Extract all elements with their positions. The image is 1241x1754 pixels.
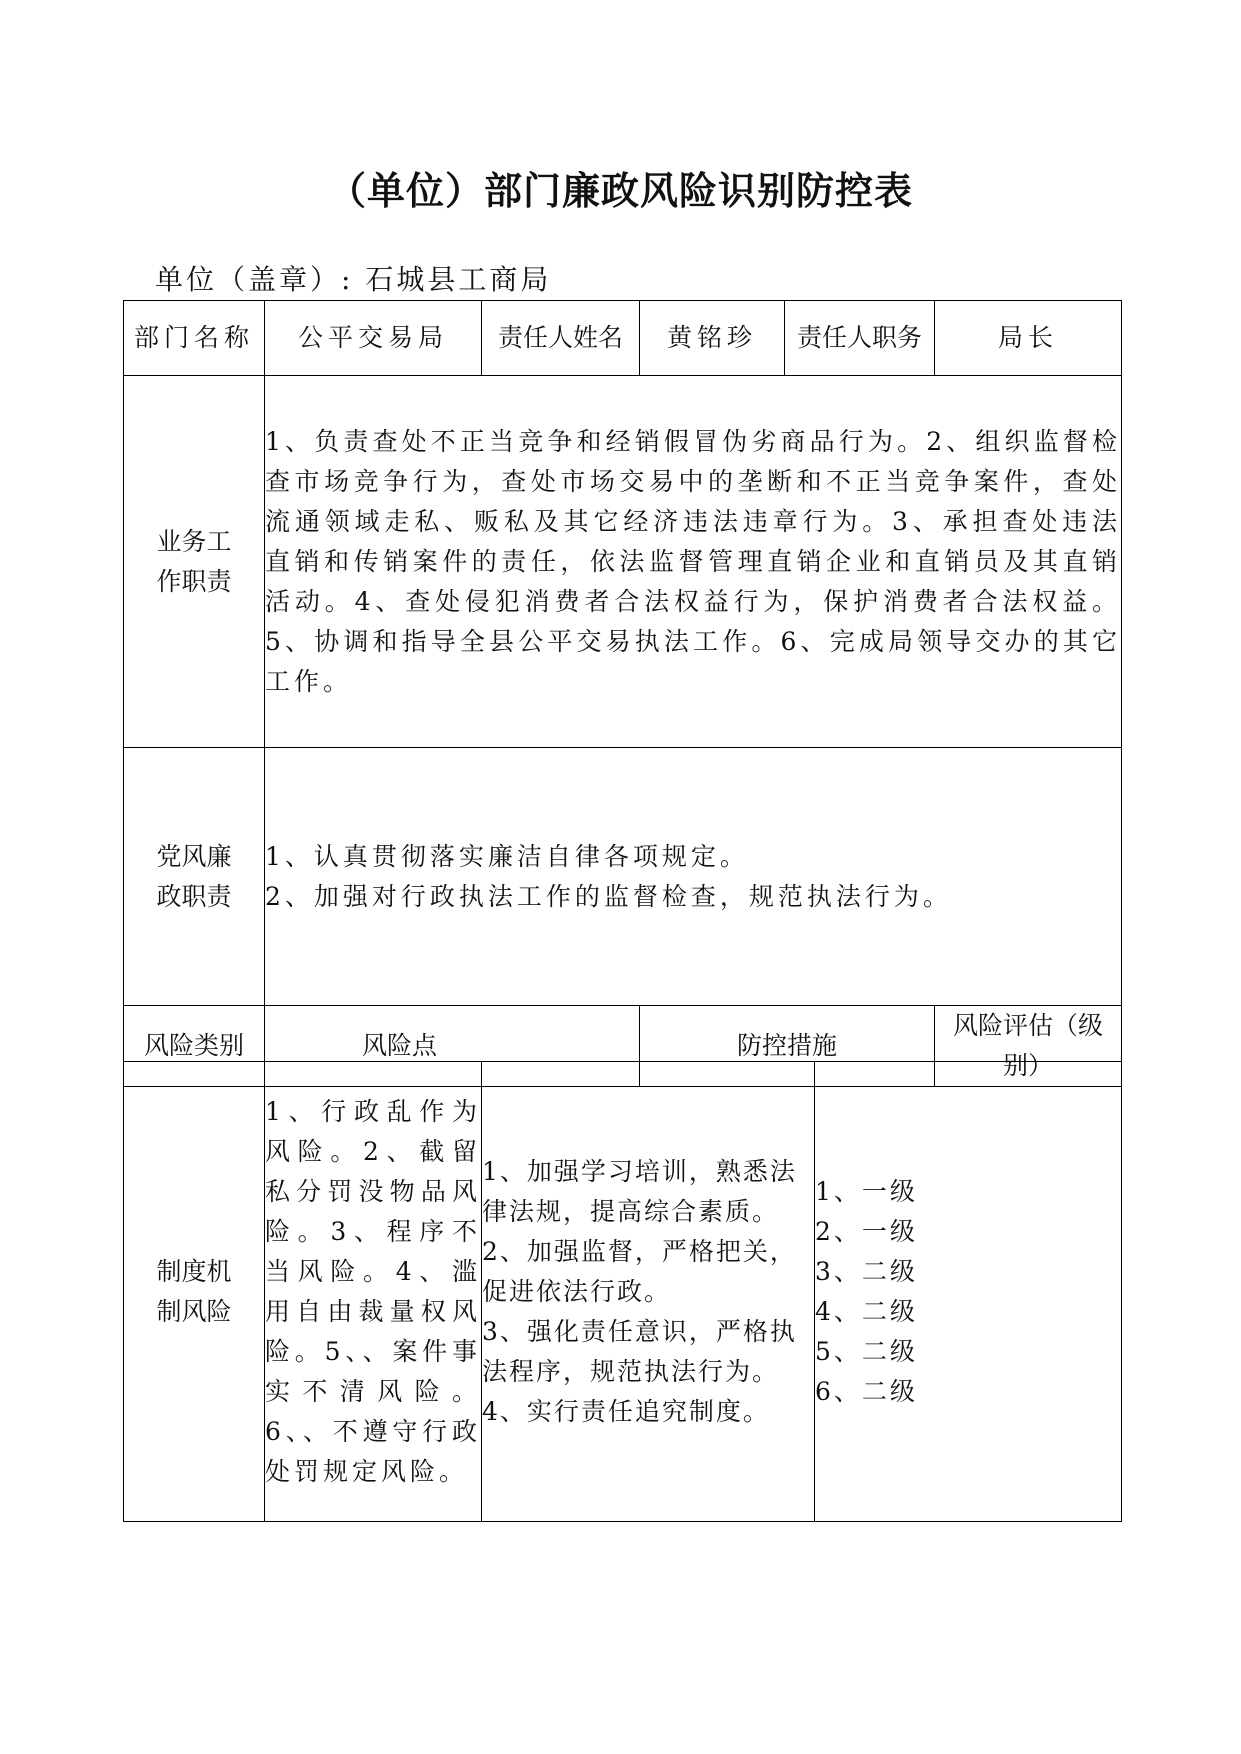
risk-point-header: 风险点 [265, 1006, 640, 1087]
unit-value: 石城县工商局 [365, 263, 552, 296]
dept-name-value: 公平交易局 [265, 301, 482, 376]
document-title: （单位）部门廉政风险识别防控表 [327, 168, 913, 213]
risk-category-line2: 制风险 [156, 1296, 232, 1326]
business-duties-text: 1、负责查处不正当竞争和经销假冒伪劣商品行为。2、组织监督检查市场竞争行为，查处市场交易中的垄断和不正当竞争案件，查处流通领域走私、贩私及其它经济违法违章行为。3、承担查处违法直销和传销案件的责任，依法监督管理直销企业和直销员及其直销活动。4、查处侵犯消费者合法权益行为，保护消费者合法权益。5、协调和指导全县公平交易执法工作。6、完成局领导交办的其它工作。 [265, 376, 1122, 748]
risk-category-line1: 制度机 [156, 1256, 232, 1286]
risk-form-table [123, 300, 1122, 1087]
responsible-name-label: 责任人姓名 [482, 301, 640, 376]
risk-measures-cell [482, 1062, 815, 1522]
business-duties-row [124, 376, 1122, 748]
party-duties-row [124, 748, 1122, 1006]
business-duties-label [124, 376, 265, 748]
measure-item: 1、加强学习培训，熟悉法律法规，提高综合素质。 [482, 1156, 797, 1226]
responsible-name-value: 黄铭珍 [640, 301, 785, 376]
unit-label: 单位（盖章）: [155, 263, 354, 296]
risk-levels-cell [815, 1062, 1122, 1522]
party-duties-label-line2: 政职责 [156, 881, 232, 911]
measure-item: 3、强化责任意识，严格执法程序，规范执法行为。 [482, 1316, 797, 1386]
party-duty-item: 2、加强对行政执法工作的监督检查，规范执法行为。 [265, 881, 952, 911]
measure-item: 2、加强监督，严格把关，促进依法行政。 [482, 1236, 797, 1306]
responsible-position-label: 责任人职务 [785, 301, 935, 376]
level-item: 2、一级 [815, 1216, 918, 1246]
risk-category-header: 风险类别 [124, 1006, 265, 1087]
risk-points-cell: 1、行政乱作为风险。2、截留私分罚没物品风险。3、程序不当风险。4、滥用自由裁量权风险。5、、案件事实不清风险。6、、不遵守行政处罚规定风险。 [265, 1062, 482, 1522]
level-item: 4、二级 [815, 1296, 918, 1326]
risk-category-cell [124, 1062, 265, 1522]
level-item: 5、二级 [815, 1336, 918, 1366]
party-duty-item: 1、认真贯彻落实廉洁自律各项规定。 [265, 841, 749, 871]
unit-line [155, 258, 551, 298]
business-duties-label-line2: 作职责 [156, 566, 232, 596]
business-duties-label-line1: 业务工 [156, 526, 232, 556]
risk-detail-table [123, 1061, 1122, 1522]
responsible-position-value: 局长 [935, 301, 1122, 376]
risk-assessment-header: 风险评估（级别） [935, 1006, 1122, 1087]
level-item: 1、一级 [815, 1176, 918, 1206]
table-row [124, 1062, 1122, 1522]
dept-name-label: 部门名称 [124, 301, 265, 376]
party-duties-label-line1: 党风廉 [156, 841, 232, 871]
level-item: 6、二级 [815, 1376, 918, 1406]
risk-measures-header: 防控措施 [640, 1006, 935, 1087]
party-duties-text [265, 748, 1122, 1006]
level-item: 3、二级 [815, 1256, 918, 1286]
header-info-row [124, 301, 1122, 376]
measure-item: 4、实行责任追究制度。 [482, 1396, 770, 1426]
party-duties-label [124, 748, 265, 1006]
